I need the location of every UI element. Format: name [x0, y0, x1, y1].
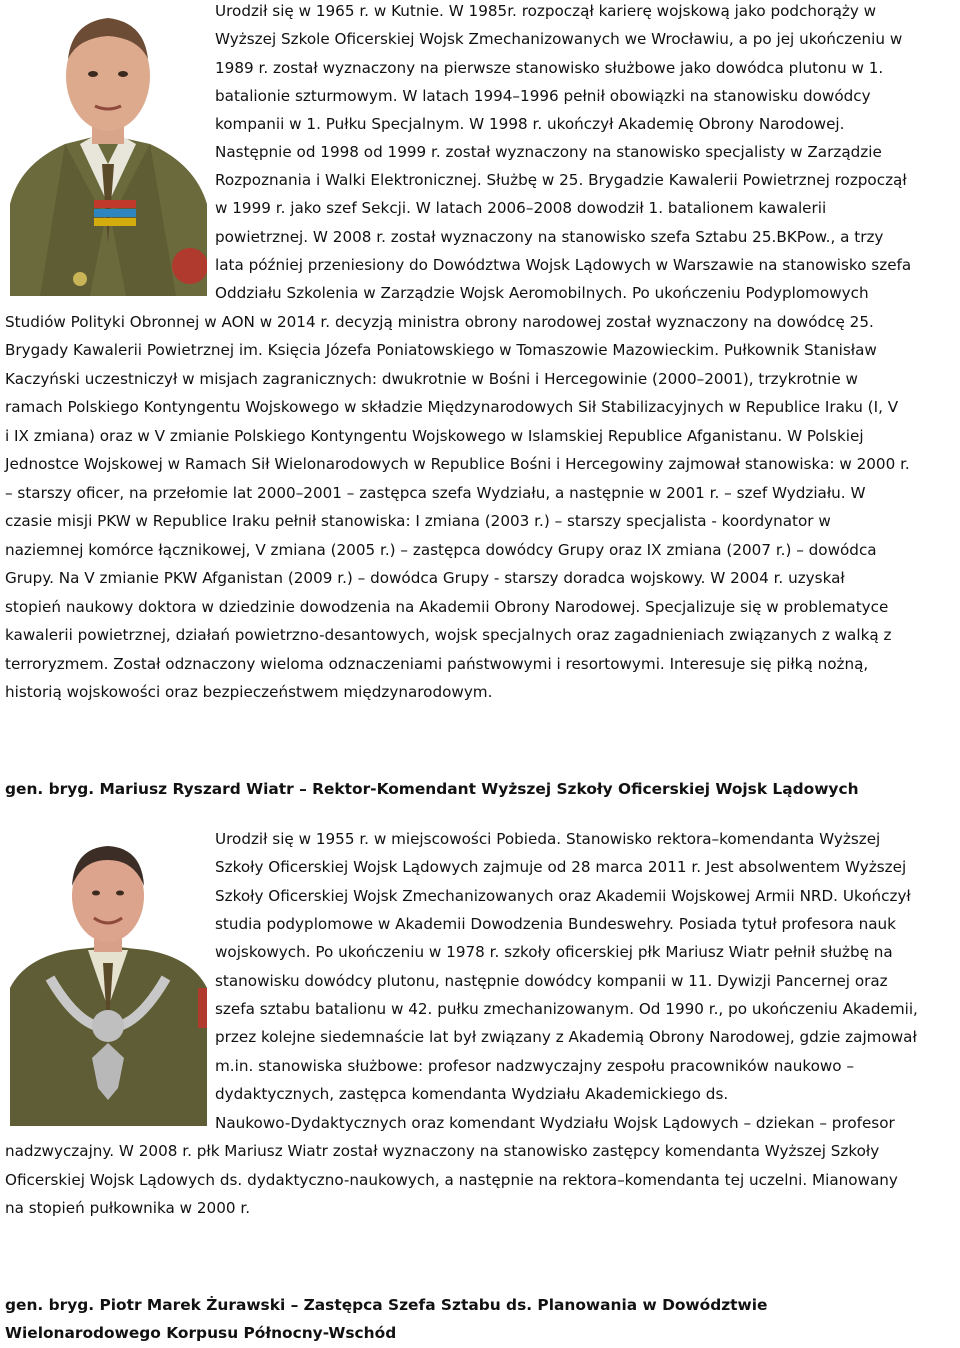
bio1-line: kawalerii powietrznej, działań powietrzno-desantowych, wojsk specjalnych oraz zagadnieniach związanych z walką z — [5, 626, 892, 644]
bio2-line: stanowisku dowódcy plutonu, następnie dowódcy kompanii w 11. Dywizji Pancernej oraz — [215, 972, 888, 990]
bio2-line: szefa sztabu batalionu w 42. pułku zmechanizowanym. Od 1990 r., po ukończeniu Akademii, — [215, 1000, 918, 1018]
bio2-line: m.in. stanowiska służbowe: profesor nadzwyczajny zespołu pracowników naukowo – — [215, 1057, 855, 1075]
section-2-heading: gen. bryg. Mariusz Ryszard Wiatr – Rektor-Komendant Wyższej Szkoły Oficerskiej Wojsk Lądowych — [5, 780, 859, 798]
bio1-line: – starszy oficer, na przełomie lat 2000–2001 – zastępca szefa Wydziału, a następnie w 2001 r. – szef Wydziału. W — [5, 484, 866, 502]
bio1-line: stopień naukowy doktora w dziedzinie dowodzenia na Akademii Obrony Narodowej. Specjalizuje się w problematyce — [5, 598, 889, 616]
bio2-line: przez kolejne siedemnaście lat był związany z Akademią Obrony Narodowej, gdzie zajmował — [215, 1028, 917, 1046]
bio2-line: na stopień pułkownika w 2000 r. — [5, 1199, 251, 1217]
section-3-heading-line-1: gen. bryg. Piotr Marek Żurawski – Zastępca Szefa Sztabu ds. Planowania w Dowództwie — [5, 1296, 768, 1314]
bio1-line: kompanii w 1. Pułku Specjalnym. W 1998 r. ukończył Akademię Obrony Narodowej. — [215, 115, 845, 133]
bio2-line: Szkoły Oficerskiej Wojsk Lądowych zajmuje od 28 marca 2011 r. Jest absolwentem Wyższej — [215, 858, 907, 876]
bio2-line: Naukowo-Dydaktycznych oraz komendant Wydziału Wojsk Lądowych – dziekan – profesor — [215, 1114, 895, 1132]
bio1-line: Brygady Kawalerii Powietrznej im. Księcia Józefa Poniatowskiego w Tomaszowie Mazowieckim. Pułkownik Stanisław — [5, 341, 877, 359]
bio2-line: Szkoły Oficerskiej Wojsk Zmechanizowanych oraz Akademii Wojskowej Armii NRD. Ukończył — [215, 887, 911, 905]
bio1-line: czasie misji PKW w Republice Iraku pełnił stanowiska: I zmiana (2003 r.) – starszy specjalista - koordynator w — [5, 512, 831, 530]
bio2-line: wojskowych. Po ukończeniu w 1978 r. szkoły oficerskiej płk Mariusz Wiatr pełnił służbę na — [215, 943, 893, 961]
bio1-line: 1989 r. został wyznaczony na pierwsze stanowisko służbowe jako dowódca plutonu w 1. — [215, 59, 884, 77]
portrait-photo-2 — [10, 838, 207, 1126]
bio1-line: ramach Polskiego Kontyngentu Wojskowego w składzie Międzynarodowych Sił Stabilizacyjnych w Republice Iraku (I, V — [5, 398, 899, 416]
portrait-1-image — [10, 4, 207, 296]
portrait-photo-1 — [10, 4, 207, 296]
bio1-line: Grupy. Na V zmianie PKW Afganistan (2009 r.) – dowódca Grupy - starszy doradca wojskowy. W 2004 r. uzyskał — [5, 569, 845, 587]
bio2-line: Oficerskiej Wojsk Lądowych ds. dydaktyczno-naukowych, a następnie na rektora–komendanta tej uczelni. Mianowany — [5, 1171, 898, 1189]
bio1-line: w 1999 r. jako szef Sekcji. W latach 2006–2008 dowodził 1. batalionem kawalerii — [215, 199, 827, 217]
bio2-line: dydaktycznych, zastępca komendanta Wydziału Akademickiego ds. — [215, 1085, 729, 1103]
bio1-line: lata później przeniesiony do Dowództwa Wojsk Lądowych w Warszawie na stanowisko szefa — [215, 256, 912, 274]
bio2-line: studia podyplomowe w Akademii Dowodzenia Bundeswehry. Posiada tytuł profesora nauk — [215, 915, 896, 933]
bio1-line: batalionie szturmowym. W latach 1994–1996 pełnił obowiązki na stanowisku dowódcy — [215, 87, 871, 105]
bio1-line: Urodził się w 1965 r. w Kutnie. W 1985r. rozpoczął karierę wojskową jako podchorąży w — [215, 2, 877, 20]
bio2-line: nadzwyczajny. W 2008 r. płk Mariusz Wiatr został wyznaczony na stanowisko zastępcy komendanta Wyższej Szkoły — [5, 1142, 880, 1160]
bio1-line: powietrznej. W 2008 r. został wyznaczony na stanowisko szefa Sztabu 25.BKPow., a trzy — [215, 228, 884, 246]
bio1-line: Oddziału Szkolenia w Zarządzie Wojsk Aeromobilnych. Po ukończeniu Podyplomowych — [215, 284, 869, 302]
bio1-line: Studiów Polityki Obronnej w AON w 2014 r. decyzją ministra obrony narodowej został wyznaczony na dowódcę 25. — [5, 313, 874, 331]
bio1-line: terroryzmem. Został odznaczony wieloma odznaczeniami państwowymi i resortowymi. Interesuje się piłką nożną, — [5, 655, 869, 673]
portrait-2-image — [10, 838, 207, 1126]
bio1-line: Następnie od 1998 od 1999 r. został wyznaczony na stanowisko specjalisty w Zarządzie — [215, 143, 882, 161]
bio1-line: Kaczyński uczestniczył w misjach zagranicznych: dwukrotnie w Bośni i Hercegowinie (2000–2001), trzykrotnie w — [5, 370, 858, 388]
bio1-line: Rozpoznania i Walki Elektronicznej. Służbę w 25. Brygadzie Kawalerii Powietrznej rozpoczął — [215, 171, 907, 189]
bio1-line: naziemnej komórce łącznikowej, V zmiana (2005 r.) – zastępca dowódcy Grupy oraz IX zmiana (2007 r.) – dowódca — [5, 541, 877, 559]
bio1-line: Jednostce Wojskowej w Ramach Sił Wielonarodowych w Republice Bośni i Hercegowiny zajmował stanowiska: w 2000 r. — [5, 455, 910, 473]
bio1-line: historią wojskowości oraz bezpieczeństwem międzynarodowym. — [5, 683, 493, 701]
bio1-line: i IX zmiana) oraz w V zmianie Polskiego Kontyngentu Wojskowego w Islamskiej Republice Afganistanu. W Polskiej — [5, 427, 864, 445]
section-3-heading-line-2: Wielonarodowego Korpusu Północny-Wschód — [5, 1324, 397, 1342]
bio1-line: Wyższej Szkole Oficerskiej Wojsk Zmechanizowanych we Wrocławiu, a po jej ukończeniu w — [215, 30, 903, 48]
bio2-line: Urodził się w 1955 r. w miejscowości Pobieda. Stanowisko rektora–komendanta Wyższej — [215, 830, 881, 848]
